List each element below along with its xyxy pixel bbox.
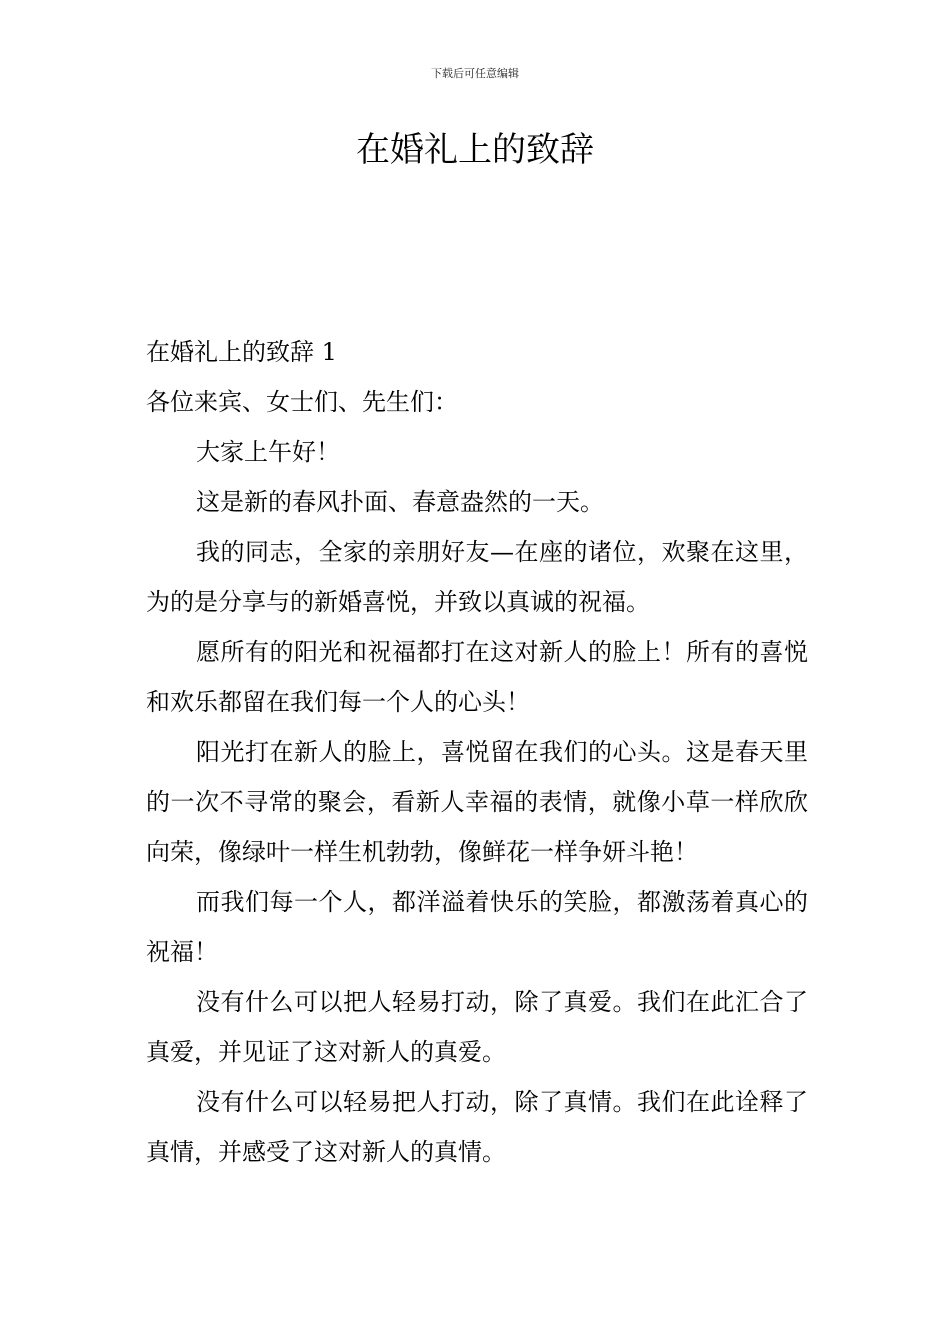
paragraph: 大家上午好！ xyxy=(196,438,340,466)
paragraph: 阳光打在新人的脸上，喜悦留在我们的心头。这是春天里的一次不寻常的聚会，看新人幸福的表情，就像小草一样欣欣向荣，像绿叶一样生机勃勃，像鲜花一样争妍斗艳！ xyxy=(146,738,808,866)
paragraph: 没有什么可以把人轻易打动，除了真爱。我们在此汇合了真爱，并见证了这对新人的真爱。 xyxy=(146,988,808,1066)
paragraph: 愿所有的阳光和祝福都打在这对新人的脸上！所有的喜悦和欢乐都留在我们每一个人的心头！ xyxy=(146,638,808,716)
header-note: 下载后可任意编辑 xyxy=(431,67,519,80)
paragraph: 这是新的春风扑面、春意盎然的一天。 xyxy=(196,488,604,516)
document-body xyxy=(146,327,808,1177)
salutation: 各位来宾、女士们、先生们： xyxy=(146,388,458,416)
paragraph: 没有什么可以轻易把人打动，除了真情。我们在此诠释了真情，并感受了这对新人的真情。 xyxy=(146,1088,808,1166)
paragraph: 而我们每一个人，都洋溢着快乐的笑脸，都激荡着真心的祝福！ xyxy=(146,888,808,966)
paragraph: 我的同志，全家的亲朋好友—在座的诸位，欢聚在这里，为的是分享与的新婚喜悦，并致以真诚的祝福。 xyxy=(146,538,808,616)
page-title: 在婚礼上的致辞 xyxy=(356,130,594,170)
section-heading: 在婚礼上的致辞 1 xyxy=(146,338,337,366)
